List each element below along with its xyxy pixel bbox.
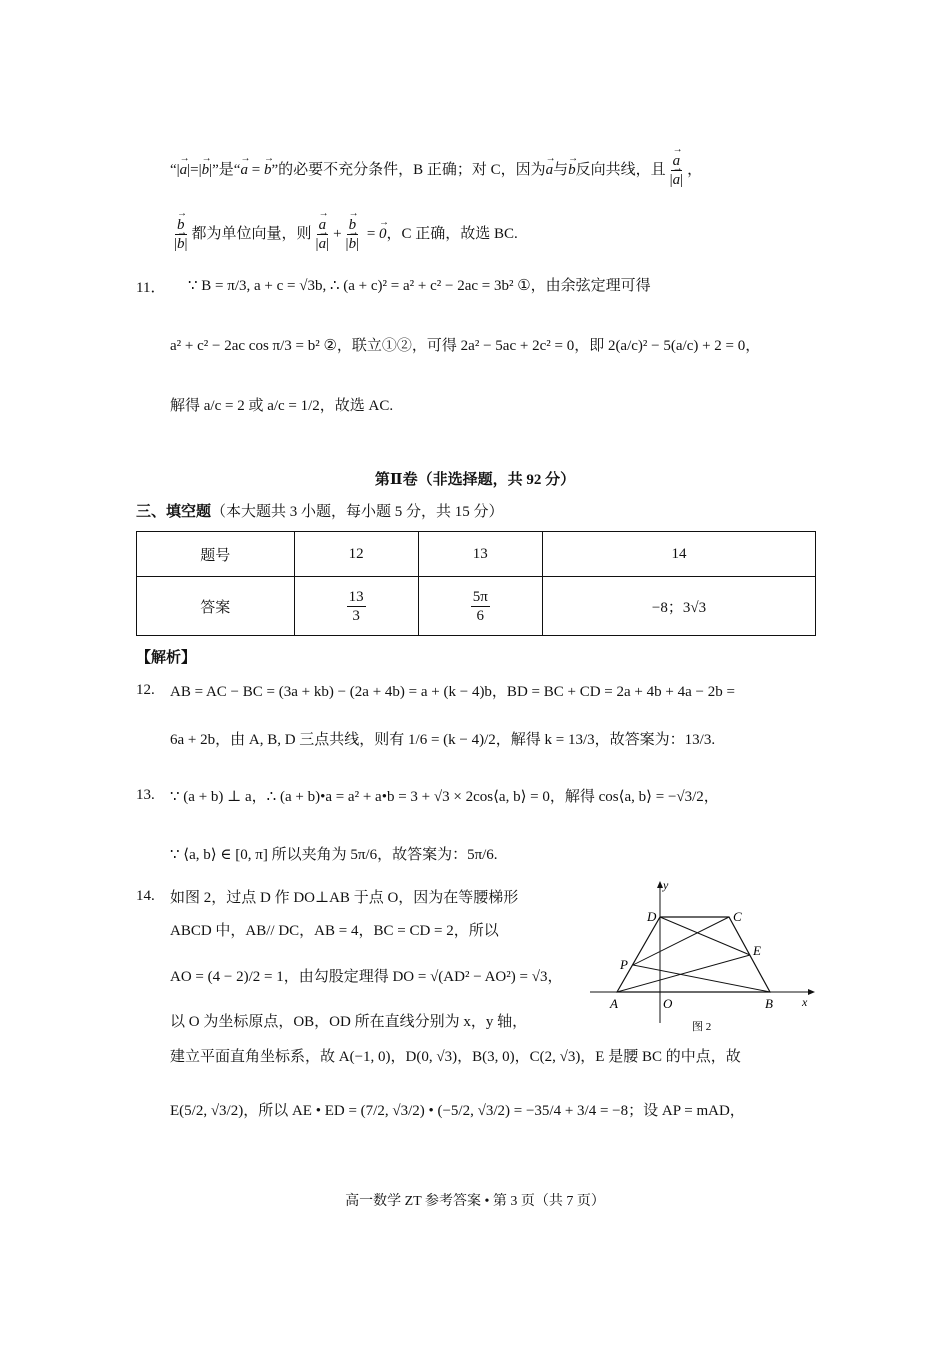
analysis-label: 【解析】 bbox=[136, 650, 197, 666]
section-3-note: （本大题共 3 小题，每小题 5 分，共 15 分） bbox=[211, 504, 504, 520]
section-2-title: 第Ⅱ卷（非选择题，共 92 分） bbox=[374, 472, 576, 488]
label-y: y bbox=[663, 878, 669, 892]
q12-line-1: AB = AC − BC = (3a + kb) − (2a + 4b) = a + (k − 4)b，BD = BC + CD = 2a + 4b + 4a − 2b = bbox=[170, 684, 735, 700]
q14-number: 14. bbox=[136, 888, 155, 904]
page-footer: 高一数学 ZT 参考答案 • 第 3 页（共 7 页） bbox=[345, 1194, 605, 1209]
answer-14: −8；3√3 bbox=[543, 577, 816, 636]
table-answer-row bbox=[137, 577, 816, 636]
q10-line-2: → $\frac{b}{|\to b|}$ 都为单位向量，则 → $\frac{a}{|\to a|}$ + → $\frac{b}{|\to b|}$ = → 0，C 正确，故选 BC. bbox=[170, 216, 820, 253]
q14-line-3: AO = (4 − 2)/2 = 1，由勾股定理得 DO = √(AD² − AO²) = √3， bbox=[170, 969, 563, 985]
label-b: B bbox=[765, 996, 773, 1011]
q14-line-6: E(5/2, √3/2)，所以 AE • ED = (7/2, √3/2) • (−5/2, √3/2) = −35/4 + 3/4 = −8；设 AP = mAD， bbox=[170, 1103, 745, 1119]
q14-line-4: 以 O 为坐标原点，OB，OD 所在直线分别为 x，y 轴， bbox=[170, 1014, 528, 1030]
q11-number: 11． bbox=[136, 280, 166, 296]
answer-12: $\frac{13}{3}$ bbox=[294, 577, 418, 636]
q11-line-1: ∵ B = π/3, a + c = √3b, ∴ (a + c)² = a² + c² − 2ac = 3b² ①，由余弦定理可得 bbox=[188, 278, 651, 294]
q14-line-2: ABCD 中，AB// DC，AB = 4，BC = CD = 2，所以 bbox=[170, 923, 499, 939]
label-e: E bbox=[753, 943, 761, 958]
label-x: x bbox=[802, 995, 808, 1009]
segment-pc bbox=[633, 917, 729, 965]
answer-13: $\frac{5\pi}{6}$ bbox=[418, 577, 542, 636]
answer-table bbox=[136, 531, 816, 636]
label-a: A bbox=[610, 996, 618, 1011]
q13-number: 13. bbox=[136, 787, 155, 803]
q10-line-1: “|→ a|=|→ b|”是“→ a = → b”的必要不充分条件，B 正确；对 C，因为→ a与→ b反向共线，且 → $\frac{a}{|\to a|}$ ， bbox=[170, 152, 820, 189]
label-p: P bbox=[620, 957, 628, 972]
q11-line-2: a² + c² − 2ac cos π/3 = b² ②，联立①②，可得 2a² − 5ac + 2c² = 0，即 2(a/c)² − 5(a/c) + 2 = 0， bbox=[170, 338, 761, 354]
segment-ae bbox=[617, 955, 750, 992]
q12-number: 12. bbox=[136, 682, 155, 698]
q13-line-1: ∵ (a + b) ⊥ a，∴ (a + b)•a = a² + a•b = 3 + √3 × 2cos⟨a, b⟩ = 0，解得 cos⟨a, b⟩ = −√3/2， bbox=[170, 789, 719, 805]
x-axis-arrow bbox=[808, 989, 815, 995]
table-header-cell: 13 bbox=[418, 532, 542, 577]
q13-line-2: ∵ ⟨a, b⟩ ∈ [0, π] 所以夹角为 5π/6，故答案为：5π/6. bbox=[170, 847, 498, 863]
label-c: C bbox=[733, 909, 742, 924]
segment-pb bbox=[633, 965, 770, 992]
table-header-cell: 12 bbox=[294, 532, 418, 577]
q14-line-5: 建立平面直角坐标系，故 A(−1, 0)，D(0, √3)，B(3, 0)，C(2, √3)，E 是腰 BC 的中点，故 bbox=[170, 1049, 741, 1065]
q12-line-2: 6a + 2b，由 A, B, D 三点共线，则有 1/6 = (k − 4)/2，解得 k = 13/3，故答案为：13/3. bbox=[170, 732, 716, 748]
section-3-heading bbox=[136, 500, 504, 521]
section-3-title: 三、填空题 bbox=[136, 504, 212, 520]
trapezoid-figure bbox=[590, 875, 820, 1040]
figure-caption: 图 2 bbox=[692, 1021, 712, 1033]
trapezoid-abcd bbox=[617, 917, 770, 992]
table-header-cell: 题号 bbox=[137, 532, 295, 577]
q11-line-3: 解得 a/c = 2 或 a/c = 1/2，故选 AC. bbox=[170, 398, 394, 414]
table-header-cell: 14 bbox=[543, 532, 816, 577]
label-d: D bbox=[647, 909, 657, 924]
q14-line-1: 如图 2，过点 D 作 DO⊥AB 于点 O，因为在等腰梯形 bbox=[170, 890, 519, 906]
table-row-label: 答案 bbox=[137, 577, 295, 636]
table-header-row bbox=[137, 532, 816, 577]
label-o: O bbox=[663, 996, 673, 1011]
